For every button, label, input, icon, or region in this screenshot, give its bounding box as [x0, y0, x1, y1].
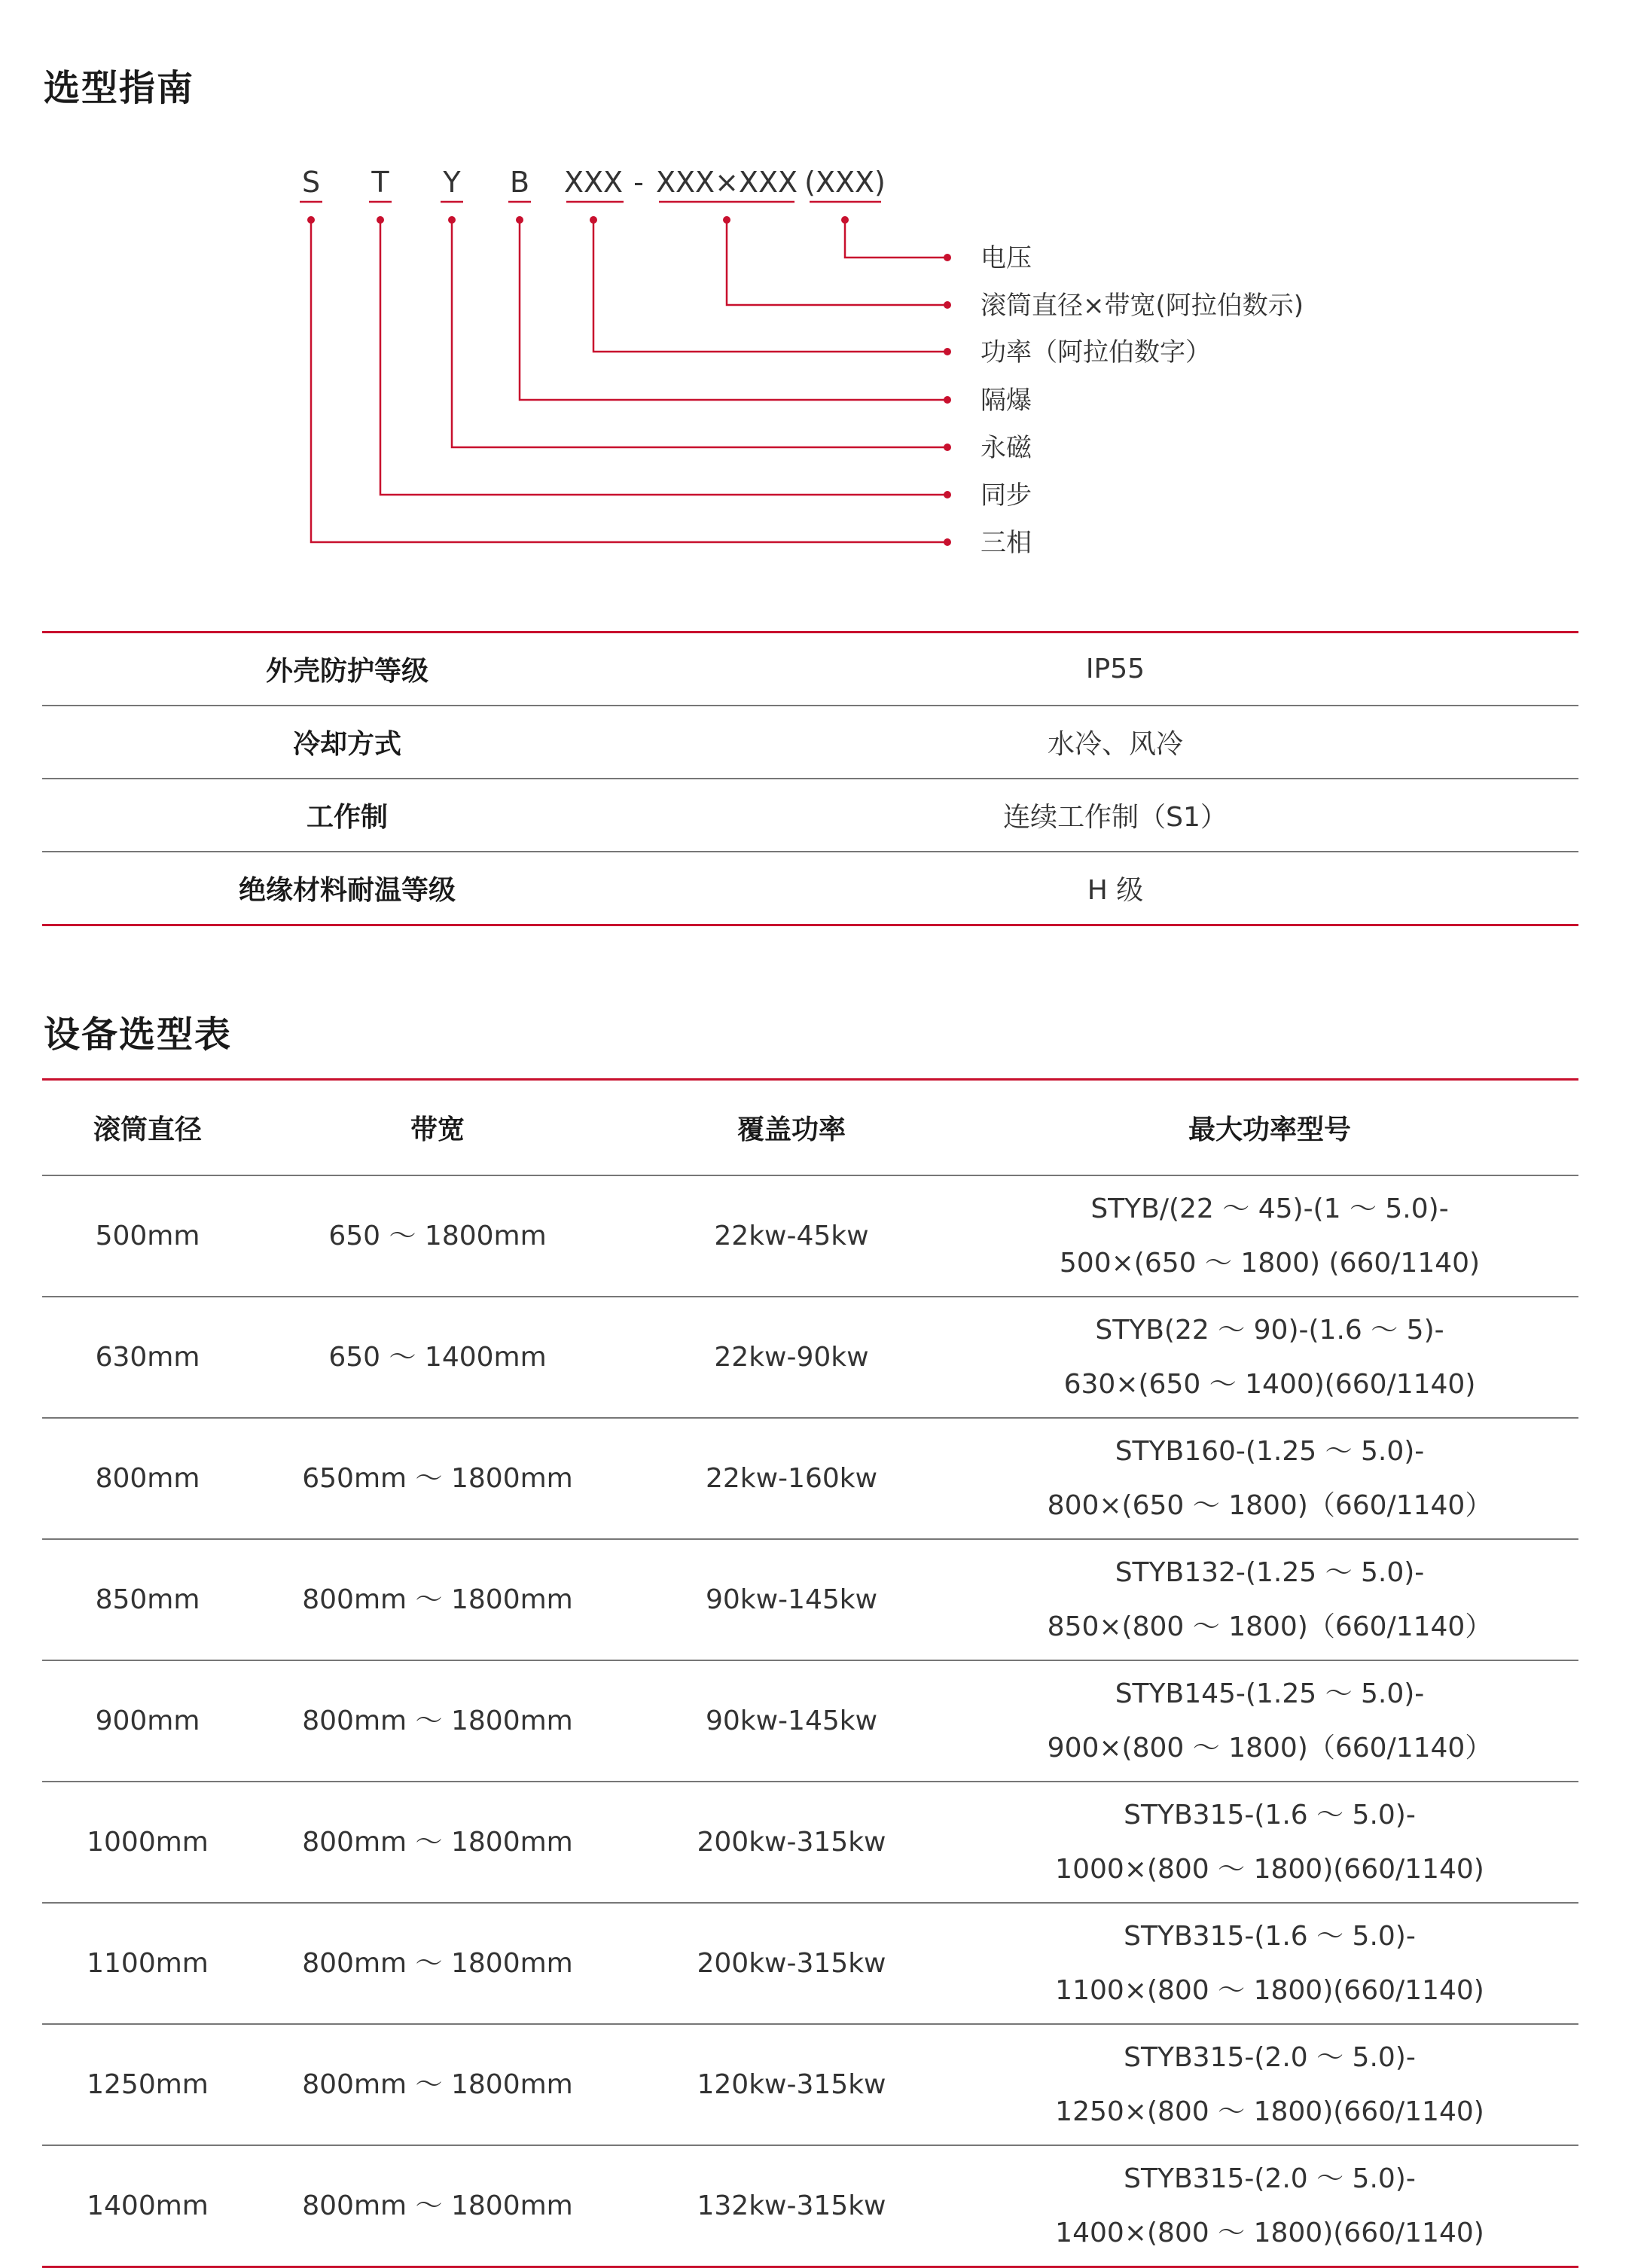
- cell-belt-width: 650mm ～ 1800mm: [253, 1418, 622, 1539]
- connector-lines: [311, 220, 947, 542]
- spec-key: 工作制: [42, 779, 652, 852]
- legend-voltage: 电压: [981, 243, 1032, 273]
- cell-belt-width: 650 ～ 1800mm: [253, 1175, 622, 1297]
- code-part-voltage: (XXX): [804, 166, 886, 199]
- header-power-range: 覆盖功率: [622, 1080, 961, 1176]
- cell-diameter: 630mm: [42, 1297, 253, 1418]
- model-line-2: 630×(650 ～ 1400)(660/1140): [1063, 1368, 1476, 1400]
- code-part-b: B: [509, 166, 530, 199]
- header-belt-width: 带宽: [253, 1080, 622, 1176]
- cell-diameter: 1000mm: [42, 1782, 253, 1903]
- spec-table: [42, 631, 1578, 926]
- header-max-model: 最大功率型号: [961, 1080, 1578, 1176]
- cell-max-model: [961, 1418, 1578, 1539]
- model-line-1: STYB132-(1.25 ～ 5.0)-: [1115, 1556, 1425, 1588]
- table-row: [42, 2145, 1578, 2267]
- spec-key: 冷却方式: [42, 706, 652, 779]
- cell-belt-width: 800mm ～ 1800mm: [253, 1660, 622, 1782]
- table-row: [42, 1903, 1578, 2024]
- cell-diameter: 900mm: [42, 1660, 253, 1782]
- table-row: [42, 2024, 1578, 2145]
- model-line-2: 1250×(800 ～ 1800)(660/1140): [1055, 2096, 1484, 2127]
- model-line-2: 1000×(800 ～ 1800)(660/1140): [1055, 1853, 1484, 1885]
- table-row: [42, 1175, 1578, 1297]
- model-line-2: 1400×(800 ～ 1800)(660/1140): [1055, 2217, 1484, 2248]
- cell-power-range: 90kw-145kw: [622, 1539, 961, 1660]
- cell-diameter: 1400mm: [87, 2190, 209, 2221]
- cell-power-range: 90kw-145kw: [622, 1660, 961, 1782]
- legend-permanent-magnet: 永磁: [981, 433, 1032, 463]
- table-header-row: [42, 1080, 1578, 1176]
- legend-three-phase: 三相: [981, 528, 1032, 558]
- table-row: [42, 633, 1578, 706]
- code-part-t: T: [371, 166, 389, 199]
- table-row: [42, 1539, 1578, 1660]
- cell-belt-width: 800mm ～ 1800mm: [253, 1539, 622, 1660]
- model-line-1: STYB315-(2.0 ～ 5.0)-: [1124, 2041, 1416, 2073]
- cell-max-model: [961, 1903, 1578, 2024]
- cell-power-range: 200kw-315kw: [622, 1903, 961, 2024]
- code-part-power: XXX: [563, 166, 624, 199]
- model-line-1: STYB(22 ～ 90)-(1.6 ～ 5)-: [1095, 1314, 1444, 1346]
- cell-power-range: 132kw-315kw: [697, 2190, 886, 2221]
- cell-diameter: 500mm: [42, 1175, 253, 1297]
- cell-max-model: [961, 2145, 1578, 2267]
- table-row: [42, 1418, 1578, 1539]
- spec-value: IP55: [652, 633, 1578, 706]
- model-line-2: 500×(650 ～ 1800) (660/1140): [1059, 1247, 1481, 1279]
- cell-belt-width: 650 ～ 1400mm: [253, 1297, 622, 1418]
- model-line-1: STYB315-(1.6 ～ 5.0)-: [1124, 1799, 1416, 1831]
- table-row: [42, 1660, 1578, 1782]
- legend-flameproof: 隔爆: [981, 386, 1032, 416]
- cell-max-model: [961, 1782, 1578, 1903]
- table-row: [42, 852, 1578, 925]
- cell-max-model: [961, 1297, 1578, 1418]
- cell-diameter: 1100mm: [42, 1903, 253, 2024]
- spec-value: H 级: [1087, 875, 1144, 906]
- table-row: [42, 706, 1578, 779]
- spec-key: 外壳防护等级: [42, 633, 652, 706]
- legend-power: 功率（阿拉伯数字）: [981, 337, 1211, 367]
- code-part-s: S: [301, 166, 321, 199]
- model-code-diagram: [0, 0, 1650, 587]
- model-line-1: STYB/(22 ～ 45)-(1 ～ 5.0)-: [1090, 1193, 1449, 1224]
- cell-power-range: 22kw-45kw: [622, 1175, 961, 1297]
- table-row: [42, 1782, 1578, 1903]
- model-line-2: 900×(800 ～ 1800)（660/1140）: [1047, 1732, 1493, 1763]
- guide-title: 选型指南: [44, 67, 195, 109]
- model-line-2: 850×(800 ～ 1800)（660/1140）: [1047, 1611, 1493, 1642]
- cell-belt-width: 800mm ～ 1800mm: [253, 1782, 622, 1903]
- cell-belt-width: 800mm ～ 1800mm: [302, 2190, 573, 2221]
- model-line-1: STYB315-(1.6 ～ 5.0)-: [1124, 1920, 1416, 1952]
- code-part-dash: -: [633, 166, 644, 199]
- header-diameter: 滚筒直径: [42, 1080, 253, 1176]
- cell-power-range: 200kw-315kw: [622, 1782, 961, 1903]
- model-line-2: 1100×(800 ～ 1800)(660/1140): [1055, 1974, 1484, 2006]
- spec-key: 绝缘材料耐温等级: [238, 875, 456, 906]
- table-row: [42, 779, 1578, 852]
- cell-max-model: [961, 1175, 1578, 1297]
- spec-value: 水冷、风冷: [652, 706, 1578, 779]
- table-row: [42, 1297, 1578, 1418]
- cell-diameter: 800mm: [42, 1418, 253, 1539]
- cell-power-range: 22kw-160kw: [622, 1418, 961, 1539]
- model-line-1: STYB315-(2.0 ～ 5.0)-: [1124, 2163, 1416, 2194]
- model-line-1: STYB160-(1.25 ～ 5.0)-: [1115, 1435, 1425, 1467]
- code-part-y: Y: [443, 166, 461, 199]
- cell-power-range: 22kw-90kw: [622, 1297, 961, 1418]
- code-part-size: XXX×XXX: [655, 166, 798, 199]
- legend-size: 滚筒直径×带宽(阿拉伯数示): [981, 291, 1304, 321]
- cell-diameter: 850mm: [42, 1539, 253, 1660]
- model-line-1: STYB145-(1.25 ～ 5.0)-: [1115, 1678, 1425, 1709]
- cell-max-model: [961, 1539, 1578, 1660]
- selection-table: [42, 1078, 1578, 2268]
- cell-power-range: 120kw-315kw: [622, 2024, 961, 2145]
- legend-synchronous: 同步: [981, 480, 1032, 511]
- cell-belt-width: 800mm ～ 1800mm: [253, 2024, 622, 2145]
- model-line-2: 800×(650 ～ 1800)（660/1140）: [1047, 1489, 1493, 1521]
- selection-title: 设备选型表: [44, 1014, 233, 1056]
- cell-diameter: 1250mm: [42, 2024, 253, 2145]
- cell-belt-width: 800mm ～ 1800mm: [253, 1903, 622, 2024]
- connector-dots: [307, 216, 951, 546]
- spec-value: 连续工作制（S1）: [652, 779, 1578, 852]
- cell-max-model: [961, 2024, 1578, 2145]
- cell-max-model: [961, 1660, 1578, 1782]
